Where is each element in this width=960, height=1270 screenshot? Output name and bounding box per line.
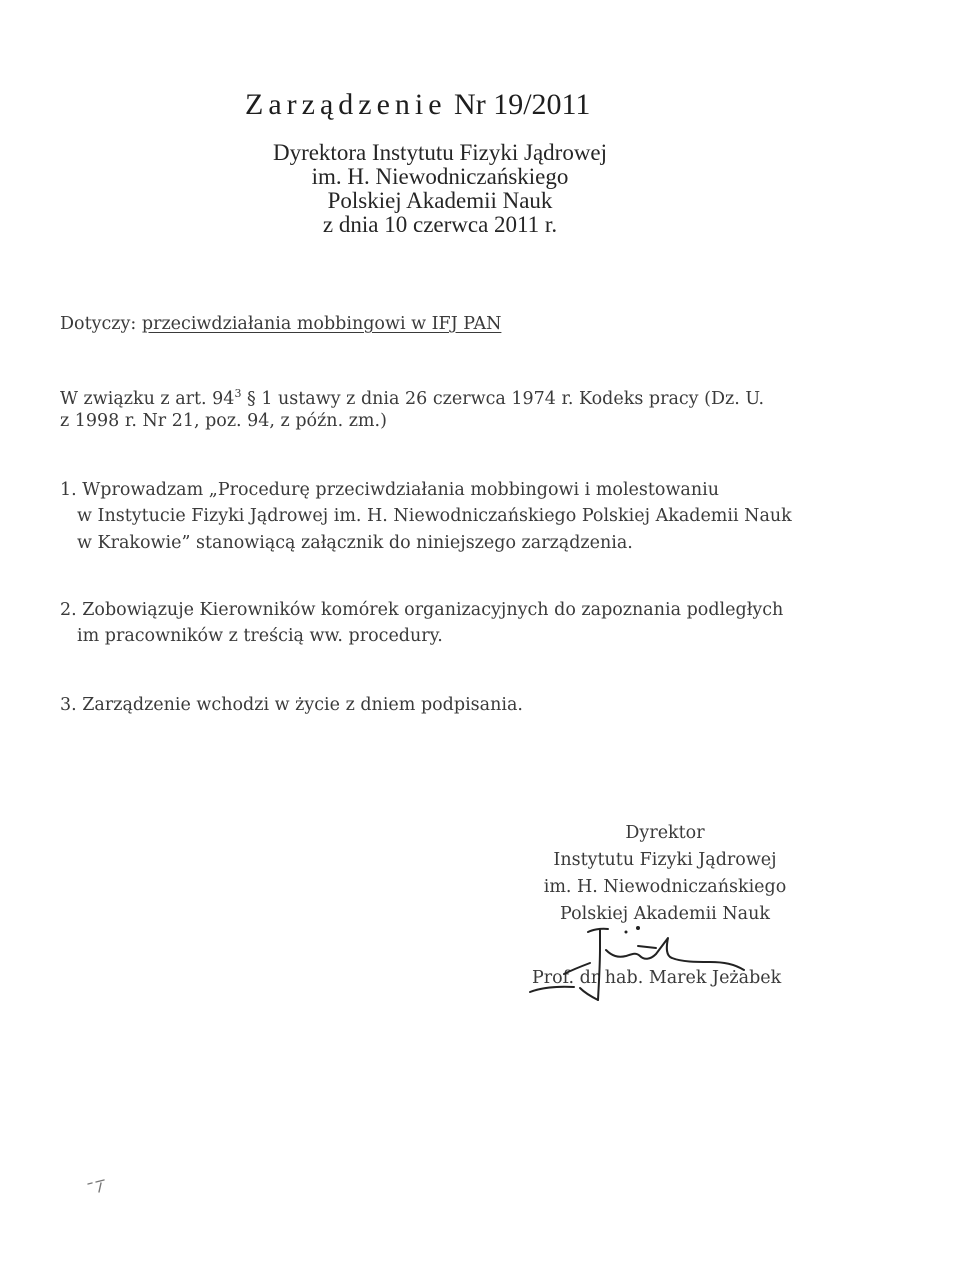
preamble-line1-start: W związku z art. 94 [60, 388, 235, 409]
item-3-line-1: 3. Zarządzenie wchodzi w życie z dniem podpisania. [60, 695, 523, 715]
item-1-line-1: 1. Wprowadzam „Procedurę przeciwdziałania mobbingowi i molestowaniu [60, 480, 720, 500]
signature-block-line-2: Instytutu Fizyki Jądrowej [553, 850, 777, 870]
item-2-line-2: im pracowników z treścią ww. procedury. [77, 626, 443, 646]
preamble-line1-end: § 1 ustawy z dnia 26 czerwca 1974 r. Kodeks pracy (Dz. U. [241, 388, 765, 409]
item-1-line-3: w Krakowie” stanowiącą załącznik do niniejszego zarządzenia. [77, 533, 633, 553]
title-word: Zarządzenie [245, 88, 447, 121]
signer-name: Prof. dr hab. Marek Jeżabek [532, 968, 782, 988]
handwritten-signature [520, 918, 760, 1028]
title-number: Nr 19/2011 [454, 88, 591, 121]
subject-label: Dotyczy: [60, 314, 137, 334]
issuer-line-1: Dyrektora Instytutu Fizyki Jądrowej [272, 140, 608, 165]
issuer-line-3: Polskiej Akademii Nauk [327, 188, 553, 213]
scan-speck [86, 1178, 108, 1196]
signature-block [500, 820, 830, 928]
subject-line [60, 311, 501, 337]
signature-block-line-1: Dyrektor [625, 823, 705, 843]
item-1-line-2: w Instytucie Fizyki Jądrowej im. H. Niewodniczańskiego Polskiej Akademii Nauk [77, 506, 792, 526]
signature-block-line-4: Polskiej Akademii Nauk [560, 904, 770, 924]
issuer-line-2: im. H. Niewodniczańskiego [311, 164, 569, 189]
subject-text: przeciwdziałania mobbingowi w IFJ PAN [141, 314, 502, 334]
document-title [245, 86, 590, 124]
issuer-line-4: z dnia 10 czerwca 2011 r. [322, 212, 558, 237]
preamble-superscript: 3 [234, 387, 242, 400]
item-2-line-1: 2. Zobowiązuje Kierowników komórek organizacyjnych do zapoznania podległych [60, 600, 784, 620]
preamble-line-2: z 1998 r. Nr 21, poz. 94, z późn. zm.) [60, 411, 387, 431]
signature-block-line-3: im. H. Niewodniczańskiego [543, 877, 787, 897]
